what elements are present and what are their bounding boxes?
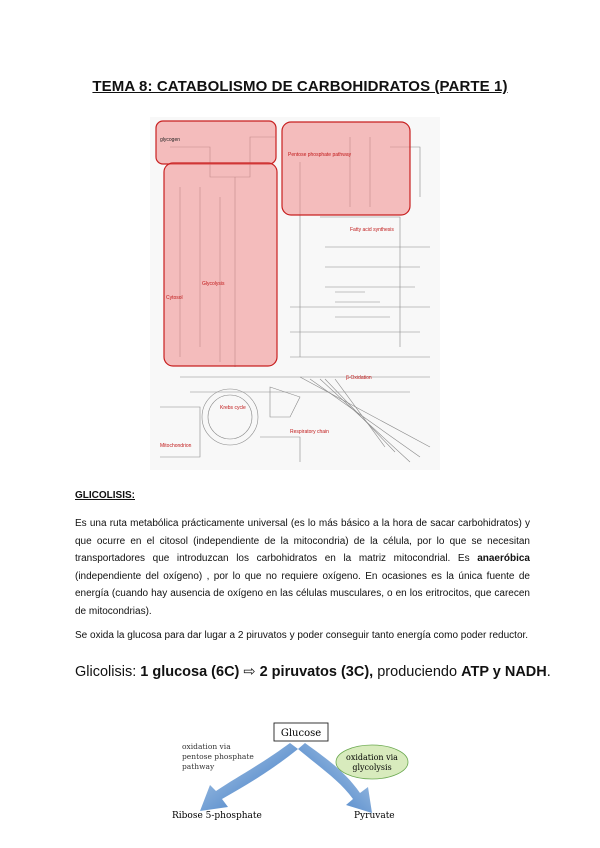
glycolysis-summary: Glicolisis: 1 glucosa (6C) ⇨ 2 piruvatos (3C), produciendo ATP y NADH.	[75, 664, 551, 680]
map-label-mito: Mitochondrion	[160, 443, 192, 449]
left-label-3: pathway	[182, 762, 215, 771]
right-label-2: glycolysis	[352, 763, 392, 772]
map-label-ppp: Pentose phosphate pathway	[288, 152, 352, 158]
left-label-2: pentose phosphate	[182, 752, 254, 761]
map-label-krebs: Krebs cycle	[220, 405, 246, 411]
left-label-1: oxidation via	[182, 742, 231, 751]
section-heading: GLICOLISIS:	[75, 490, 135, 501]
glucose-pathways-diagram	[150, 715, 450, 830]
map-label-resp: Respiratory chain	[290, 429, 329, 435]
bold-anaerobica: anaeróbica	[477, 553, 530, 564]
paragraph-intro: Es una ruta metabólica prácticamente universal (es lo más básico a la hora de sacar carbohidratos) y que ocurre en el citosol (independiente de la mitocondria) de la célula, por lo que se necesitan transportadores que introduzcan los carbohidratos en la matriz mitocondrial. Es anaeróbica (independiente del oxígeno) , por lo que no requiere oxígeno. En ocasiones es la única fuente de energía (cuando hay ausencia de oxígeno en las células musculares, o en los eritrocitos, que carecen de mitocondrias).	[75, 518, 530, 617]
paragraph-oxidation: Se oxida la glucosa para dar lugar a 2 piruvatos y poder conseguir tanto energía como poder reductor.	[75, 630, 529, 641]
map-label-fatty: Fatty acid synthesis	[350, 227, 394, 233]
arrow-icon: ⇨	[243, 664, 256, 680]
map-label-cytosol: Cytosol	[166, 295, 183, 301]
metabolic-map	[150, 117, 440, 470]
pyruvate-label: Pyruvate	[354, 811, 395, 821]
map-label-oxidation: β-Oxidation	[346, 375, 372, 381]
ribose-label: Ribose 5-phosphate	[172, 811, 262, 821]
right-label-1: oxidation via	[346, 753, 398, 762]
glucose-label: Glucose	[280, 728, 322, 739]
page-title: TEMA 8: CATABOLISMO DE CARBOHIDRATOS (PARTE 1)	[92, 78, 508, 95]
map-label-glycogen: glycogen	[160, 137, 181, 143]
map-label-glycolysis: Glycolysis	[202, 281, 225, 287]
